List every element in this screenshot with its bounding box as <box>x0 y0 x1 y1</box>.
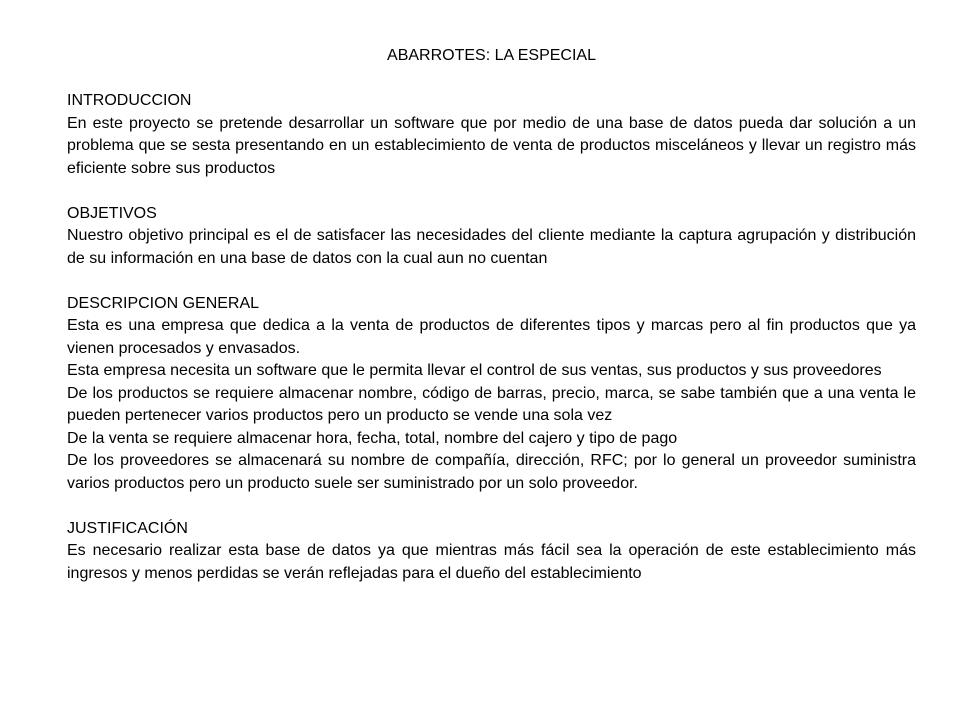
section-objetivos <box>67 203 916 271</box>
section-heading: INTRODUCCION <box>67 92 192 109</box>
section-justificacion <box>67 518 916 586</box>
document-title: ABARROTES: LA ESPECIAL <box>387 47 596 64</box>
paragraph: De los productos se requiere almacenar nombre, código de barras, precio, marca, se sabe también que a una venta le pueden pertenecer varios productos pero un producto se vende una sola vez <box>67 384 916 424</box>
section-introduccion <box>67 90 916 180</box>
section-descripcion-general <box>67 293 916 496</box>
section-heading: OBJETIVOS <box>67 204 157 222</box>
paragraph: De los proveedores se almacenará su nombre de compañía, dirección, RFC; por lo general un proveedor suministra varios productos pero un producto suele ser suministrado por un solo proveedor. <box>67 452 916 492</box>
document-page <box>67 45 916 585</box>
paragraph: Nuestro objetivo principal es el de satisfacer las necesidades del cliente mediante la captura agrupación y distribución de su información en una base de datos con la cual aun no cuentan <box>67 227 916 267</box>
paragraph: Esta es una empresa que dedica a la venta de productos de diferentes tipos y marcas pero al fin productos que ya vienen procesados y envasados. <box>67 317 916 357</box>
paragraph: En este proyecto se pretende desarrollar un software que por medio de una base de datos pueda dar solución a un problema que se sesta presentando en un establecimiento de venta de productos misceláneos y llevar un registro más eficiente sobre sus productos <box>67 114 916 177</box>
section-heading: JUSTIFICACIÓN <box>67 519 188 537</box>
paragraph: Esta empresa necesita un software que le permita llevar el control de sus ventas, sus productos y sus proveedores <box>67 362 882 379</box>
paragraph: Es necesario realizar esta base de datos ya que mientras más fácil sea la operación de este establecimiento más ingresos y menos perdidas se verán reflejadas para el dueño del establecimiento <box>67 542 916 582</box>
section-heading: DESCRIPCION GENERAL <box>67 294 260 312</box>
paragraph: De la venta se requiere almacenar hora, fecha, total, nombre del cajero y tipo de pago <box>67 429 678 447</box>
